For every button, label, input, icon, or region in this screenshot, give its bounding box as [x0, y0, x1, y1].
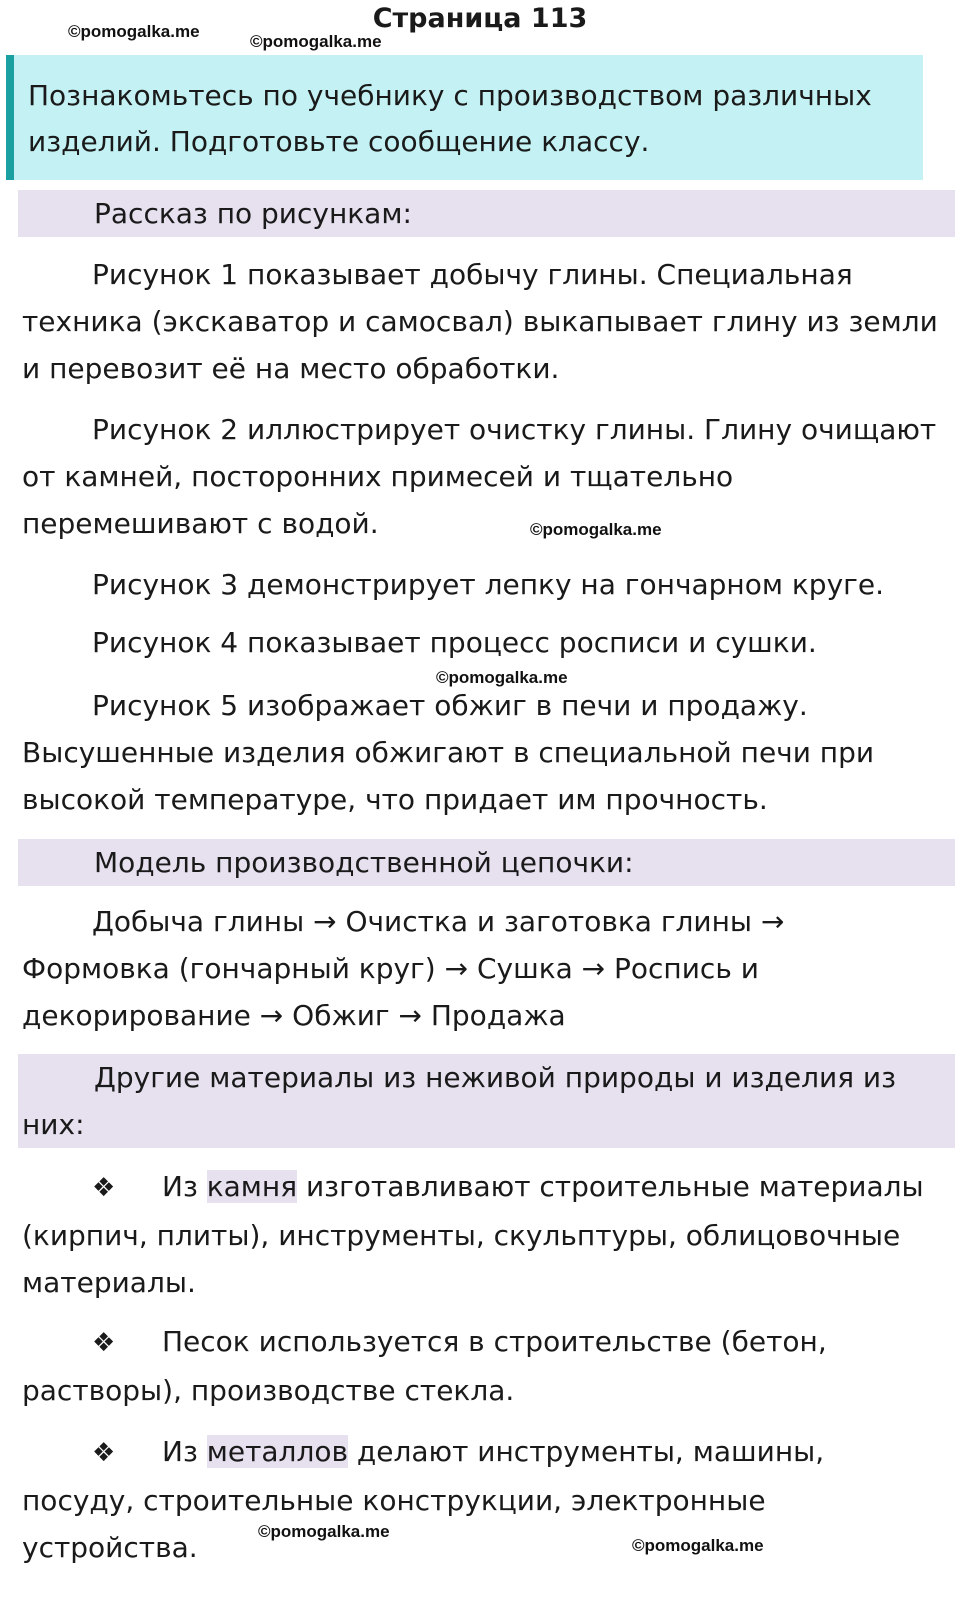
- text-line: устройства.: [22, 1531, 198, 1564]
- section-heading-text: Рассказ по рисункам:: [94, 197, 412, 230]
- paragraph-picture-4: [22, 619, 957, 666]
- text-line: от камней, посторонних примесей и тщательно: [22, 460, 734, 493]
- production-chain: [22, 898, 957, 1039]
- text-line: (кирпич, плиты), инструменты, скульптуры, облицовочные: [22, 1219, 901, 1252]
- text-line: посуду, строительные конструкции, электронные: [22, 1484, 766, 1517]
- text-line: декорирование → Обжиг → Продажа: [22, 999, 566, 1032]
- section-heading-materials: [18, 1054, 955, 1148]
- text-run: делают инструменты, машины,: [347, 1435, 825, 1468]
- text-run: Из: [162, 1170, 207, 1203]
- page-title: Страница 113: [372, 3, 588, 34]
- highlighted-word: металлов: [206, 1435, 348, 1468]
- text-line: Рисунок 1 показывает добычу глины. Специальная: [92, 258, 853, 291]
- bullet-icon: ❖: [92, 1438, 116, 1468]
- text-line: Высушенные изделия обжигают в специальной печи при: [22, 736, 875, 769]
- task-line: Познакомьтесь по учебнику с производством различных: [28, 79, 872, 112]
- text-line: Добыча глины → Очистка и заготовка глины →: [92, 905, 785, 938]
- bullet-sand: [22, 1318, 957, 1414]
- text-line: Рисунок 3 демонстрирует лепку на гончарном круге.: [92, 568, 884, 601]
- text-run: изготавливают строительные материалы: [297, 1170, 924, 1203]
- text-line: высокой температуре, что придает им прочность.: [22, 783, 768, 816]
- text-line: Рисунок 5 изображает обжиг в печи и продажу.: [92, 689, 808, 722]
- text-line: перемешивают с водой.: [22, 507, 379, 540]
- section-heading-text: Другие материалы из неживой природы и изделия из: [94, 1061, 897, 1094]
- text-run: Песок используется в строительстве (бетон,: [162, 1325, 827, 1358]
- watermark: ©pomogalka.me: [68, 22, 200, 41]
- paragraph-picture-5: [22, 682, 957, 823]
- bullet-icon: ❖: [92, 1328, 116, 1358]
- task-line: изделий. Подготовьте сообщение классу.: [28, 125, 650, 158]
- paragraph-picture-2: [22, 406, 957, 547]
- text-line: материалы.: [22, 1266, 196, 1299]
- text-line: Рисунок 2 иллюстрирует очистку глины. Глину очищают: [92, 413, 937, 446]
- watermark: ©pomogalka.me: [250, 32, 382, 51]
- section-heading-pictures: [18, 190, 955, 237]
- text-line: и перевозит её на место обработки.: [22, 352, 560, 385]
- bullet-metals: [22, 1428, 957, 1571]
- section-heading-text: них:: [22, 1108, 85, 1141]
- highlighted-word: камня: [206, 1170, 298, 1203]
- paragraph-picture-3: [22, 561, 957, 608]
- watermark: ©pomogalka.me: [436, 668, 568, 687]
- section-heading-text: Модель производственной цепочки:: [94, 846, 634, 879]
- bullet-icon: ❖: [92, 1173, 116, 1203]
- watermark: ©pomogalka.me: [530, 520, 662, 539]
- task-box: [6, 55, 923, 180]
- text-line: техника (экскаватор и самосвал) выкапывает глину из земли: [22, 305, 938, 338]
- watermark: ©pomogalka.me: [258, 1522, 390, 1541]
- text-run: Из: [162, 1435, 207, 1468]
- text-line: Рисунок 4 показывает процесс росписи и сушки.: [92, 626, 817, 659]
- watermark: ©pomogalka.me: [632, 1536, 764, 1555]
- bullet-stone: [22, 1163, 957, 1306]
- section-heading-chain: [18, 839, 955, 886]
- paragraph-picture-1: [22, 251, 957, 392]
- text-line: Формовка (гончарный круг) → Сушка → Роспись и: [22, 952, 759, 985]
- text-line: растворы), производстве стекла.: [22, 1374, 515, 1407]
